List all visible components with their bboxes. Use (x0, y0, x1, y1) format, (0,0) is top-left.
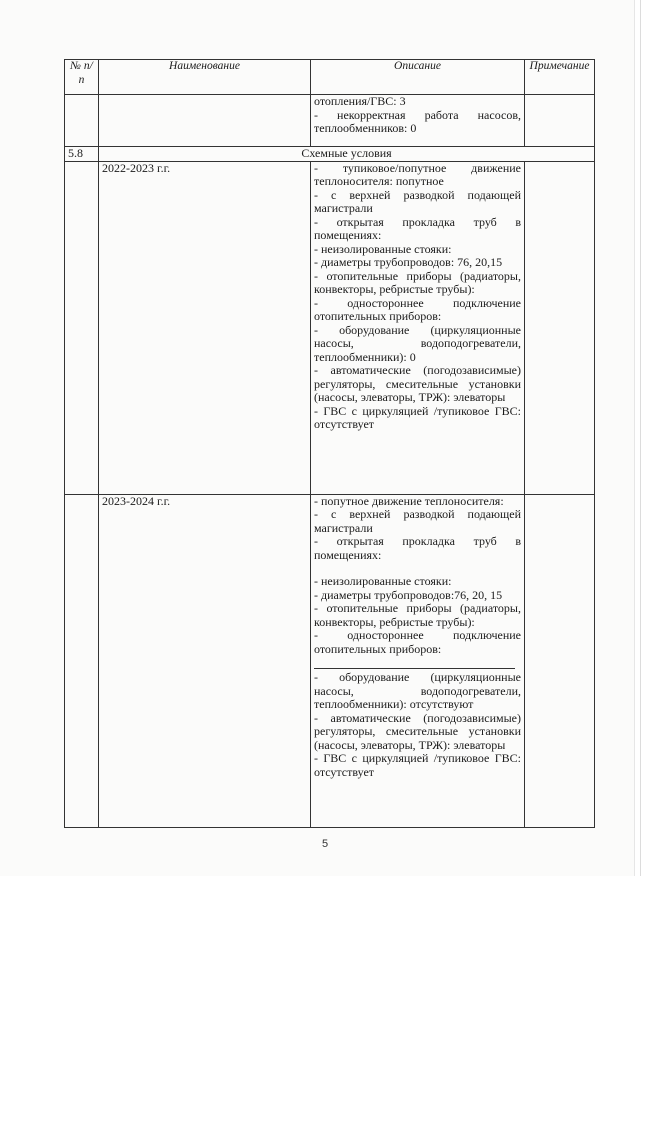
desc-line: - автоматические (погодозависимые) регуляторы, смесительные установки (насосы, элеваторы, ТРЖ): элеваторы (314, 710, 521, 752)
desc-line: - одностороннее подключение отопительных приборов: (314, 295, 521, 323)
desc-line: - с верхней разводкой подающей магистрали (314, 507, 521, 535)
desc-line: - некорректная работа насосов, теплообменников: 0 (314, 107, 521, 135)
cell-note (525, 95, 595, 147)
section-number: 5.8 (65, 147, 99, 162)
desc-line: - автоматические (погодозависимые) регуляторы, смесительные установки (насосы, элеваторы, ТРЖ): элеваторы (314, 363, 521, 404)
cell-empty (65, 161, 99, 494)
cell-empty (99, 95, 311, 147)
desc-line: - ГВС с циркуляцией /тупиковое ГВС: отсутствует (314, 751, 521, 779)
desc-line: - неизолированные стояки: (314, 241, 452, 256)
desc-line: - отопительные приборы (радиаторы, конвекторы, ребристые трубы): (314, 601, 521, 629)
desc-line: - неизолированные стояки: (314, 574, 452, 588)
cell-note (525, 494, 595, 827)
section-title: Схемные условия (99, 147, 595, 162)
blank-underline (314, 656, 515, 669)
desc-line: - отопительные приборы (радиаторы, конвекторы, ребристые трубы): (314, 268, 521, 296)
page-number: 5 (322, 838, 329, 850)
desc-line: - попутное движение теплоносителя: (314, 493, 504, 508)
table-header-row (65, 60, 595, 95)
table-row-continued (65, 95, 595, 147)
desc-line: - с верхней разводкой подающей магистрали (314, 187, 521, 215)
desc-line: - диаметры трубопроводов:76, 20, 15 (314, 587, 503, 602)
cell-empty (65, 95, 99, 147)
conditions-table (64, 59, 595, 828)
desc-line: - оборудование (циркуляционные насосы, водоподогреватели, теплообменники): отсутствуют (314, 670, 521, 711)
desc-line: отопления/ГВС: 3 (314, 94, 406, 108)
desc-line: - открытая прокладка труб в помещениях: (314, 534, 521, 562)
period-label: 2022-2023 г.г. (99, 161, 311, 494)
desc-line: - открытая прокладка труб в помещениях: (314, 214, 521, 242)
cell-empty (65, 494, 99, 827)
table-row-2022 (65, 161, 595, 494)
desc-line: - ГВС с циркуляцией /тупиковое ГВС: отсутствует (314, 403, 521, 431)
desc-line: - одностороннее подключение отопительных приборов: (314, 628, 521, 656)
desc-line: - тупиковое/попутное движение теплоносителя: попутное (314, 160, 521, 188)
period-label: 2023-2024 г.г. (99, 494, 311, 827)
cell-note (525, 161, 595, 494)
cell-description (311, 95, 525, 147)
header-desc: Описание (311, 60, 525, 95)
header-num: № п/п (65, 60, 99, 95)
header-note: Примечание (525, 60, 595, 95)
desc-line: - диаметры трубопроводов: 76, 20,15 (314, 255, 503, 269)
desc-line: - оборудование (циркуляционные насосы, водоподогреватели, теплообменники): 0 (314, 322, 521, 364)
section-row (65, 147, 595, 162)
table-row-2023 (65, 494, 595, 827)
cell-description (311, 161, 525, 494)
cell-description (311, 494, 525, 827)
page-edge (640, 0, 641, 876)
header-name: Наименование (99, 60, 311, 95)
